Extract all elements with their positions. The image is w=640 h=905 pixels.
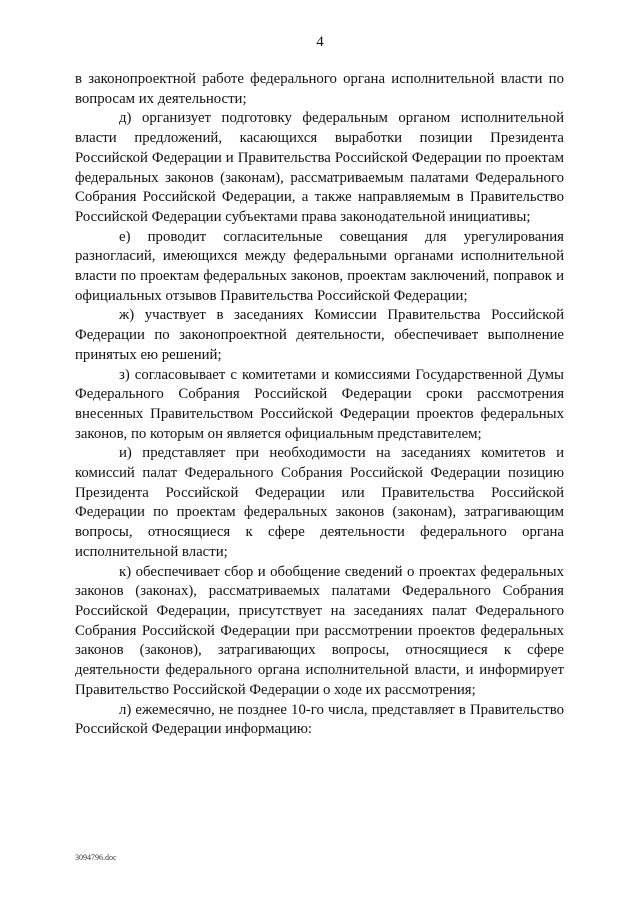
- file-name-footer: 3094796.doc: [75, 853, 117, 862]
- page-number: 4: [316, 34, 324, 50]
- paragraph-item-z: з) согласовывает с комитетами и комиссиями Государственной Думы Федерального Собрания Российской Федерации сроки рассмотрения внесенных Правительством Российской Федерации проектов федеральных законов, по которым он является официальным представителем;: [75, 366, 564, 442]
- paragraph-item-zh: ж) участвует в заседаниях Комиссии Правительства Российской Федерации по законопроектной деятельности, обеспечивает выполнение принятых ею решений;: [75, 307, 564, 363]
- paragraph-item-k: к) обеспечивает сбор и обобщение сведений о проектах федеральных законов (законах), рассматриваемых палатами Федерального Собрания Российской Федерации, присутствует на заседаниях палат Федерального Собрания Российской Федерации при рассмотрении проектов федеральных законов (законов), затрагивающих вопросы, относящиеся к сфере деятельности федерального органа исполнительной власти, и информирует Правительство Российской Федерации о ходе их рассмотрения;: [75, 563, 564, 698]
- paragraph-item-d: д) организует подготовку федеральным органом исполнительной власти предложений, касающихся выработки позиции Президента Российской Федерации и Правительства Российской Федерации по проектам федеральных законов (законам), рассматриваемым палатами Федерального Собрания Российской Федерации, а также направляемым в Правительство Российской Федерации субъектами права законодательной инициативы;: [75, 110, 564, 225]
- paragraph-item-l: л) ежемесячно, не позднее 10-го числа, представляет в Правительство Российской Федерации информацию:: [75, 701, 564, 738]
- document-body: [75, 70, 564, 740]
- paragraph-item-i: и) представляет при необходимости на заседаниях комитетов и комиссий палат Федерального Собрания Российской Федерации позицию Президента Российской Федерации или Правительства Российской Федерации по проектам федеральных законов (законам), затрагивающим вопросы, относящиеся к сфере деятельности федерального органа исполнительной власти;: [75, 445, 564, 560]
- paragraph-item-e: е) проводит согласительные совещания для урегулирования разногласий, имеющихся между федеральными органами исполнительной власти по проектам федеральных законов, проектам заключений, поправок и официальных отзывов Правительства Российской Федерации;: [75, 228, 564, 304]
- paragraph-continuation: в законопроектной работе федерального органа исполнительной власти по вопросам их деятельности;: [75, 71, 564, 107]
